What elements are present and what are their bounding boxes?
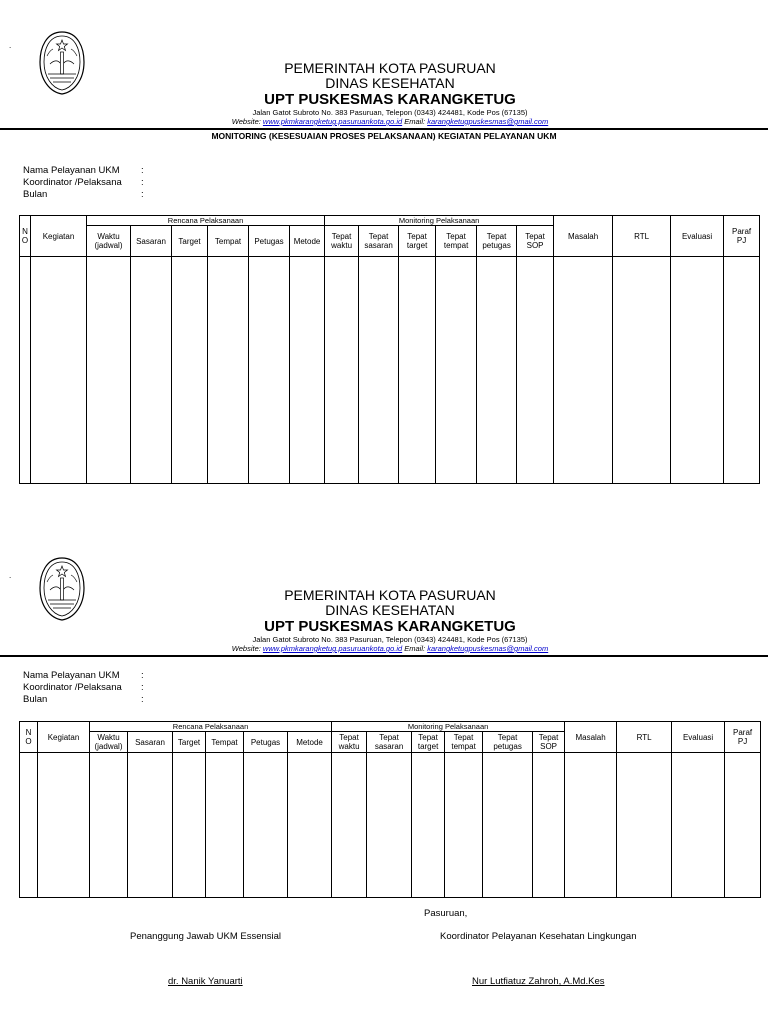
header-address: Jalan Gatot Subroto No. 383 Pasuruan, Telepon (0343) 424481, Kode Pos (67135)	[252, 635, 528, 644]
email-link[interactable]: karangketugpuskesmas@gmail.com	[427, 117, 549, 126]
col-tepat-target: Tepat target	[399, 226, 436, 257]
signature-right-name: Nur Lutfiatuz Zahroh, A.Md.Kes	[472, 976, 605, 987]
col-tepat-petugas: Tepat petugas	[483, 732, 533, 753]
email-label: Email:	[404, 644, 426, 653]
monitoring-group-header: Monitoring Pelaksanaan	[325, 216, 554, 226]
email-link[interactable]: karangketugpuskesmas@gmail.com	[427, 644, 549, 653]
signature-left-name: dr. Nanik Yanuarti	[168, 976, 243, 987]
col-target: Target	[173, 732, 206, 753]
col-kegiatan: Kegiatan	[31, 216, 87, 257]
header-line-1: PEMERINTAH KOTA PASURUAN	[284, 587, 496, 603]
email-label: Email:	[404, 117, 426, 126]
colon: :	[141, 694, 144, 705]
col-tepat-target: Tepat target	[412, 732, 445, 753]
header-line-1: PEMERINTAH KOTA PASURUAN	[284, 60, 496, 76]
nama-label: Nama Pelayanan UKM	[23, 670, 120, 681]
stray-dot: .	[9, 571, 12, 580]
letterhead	[100, 588, 680, 653]
col-masalah: Masalah	[554, 216, 613, 257]
col-tempat: Tempat	[208, 226, 249, 257]
bulan-label: Bulan	[23, 694, 48, 705]
table-body-row	[20, 257, 760, 484]
col-masalah: Masalah	[565, 722, 617, 753]
col-kegiatan: Kegiatan	[38, 722, 90, 753]
col-tepat-sop: Tepat SOP	[533, 732, 565, 753]
monitoring-table	[19, 215, 760, 484]
col-target: Target	[172, 226, 208, 257]
website-link[interactable]: www.pkmkarangketug.pasuruankota.go.id	[262, 644, 403, 653]
koordinator-label: Koordinator /Pelaksana	[23, 177, 122, 188]
col-evaluasi: Evaluasi	[671, 216, 724, 257]
col-paraf: Paraf PJ	[724, 216, 760, 257]
website-link[interactable]: www.pkmkarangketug.pasuruankota.go.id	[262, 117, 403, 126]
col-evaluasi: Evaluasi	[672, 722, 725, 753]
col-rtl: RTL	[617, 722, 672, 753]
info-block	[23, 670, 151, 706]
header-line-2: DINAS KESEHATAN	[325, 75, 455, 91]
col-paraf: Paraf PJ	[725, 722, 761, 753]
bulan-label: Bulan	[23, 189, 48, 200]
header-line-3: UPT PUSKESMAS KARANGKETUG	[264, 91, 516, 108]
city-emblem-logo	[38, 556, 86, 622]
table-body-row	[20, 753, 761, 898]
koordinator-label: Koordinator /Pelaksana	[23, 682, 122, 693]
city-emblem-logo	[38, 30, 86, 96]
monitoring-group-header: Monitoring Pelaksanaan	[332, 722, 565, 732]
col-tepat-petugas: Tepat petugas	[477, 226, 517, 257]
col-tepat-tempat: Tepat tempat	[436, 226, 477, 257]
col-rtl: RTL	[613, 216, 671, 257]
col-tepat-sasaran: Tepat sasaran	[367, 732, 412, 753]
monitoring-table	[19, 721, 761, 898]
col-tepat-sasaran: Tepat sasaran	[359, 226, 399, 257]
header-rule	[0, 655, 768, 657]
rencana-group-header: Rencana Pelaksanaan	[90, 722, 332, 732]
col-sasaran: Sasaran	[128, 732, 173, 753]
col-no: N O	[20, 722, 38, 753]
colon: :	[141, 189, 144, 200]
header-address: Jalan Gatot Subroto No. 383 Pasuruan, Telepon (0343) 424481, Kode Pos (67135)	[252, 108, 528, 117]
col-tepat-tempat: Tepat tempat	[445, 732, 483, 753]
signature-place: Pasuruan,	[424, 908, 468, 919]
colon: :	[141, 682, 144, 693]
col-petugas: Petugas	[249, 226, 290, 257]
stray-dot: .	[9, 41, 12, 50]
colon: :	[141, 177, 144, 188]
header-line-2: DINAS KESEHATAN	[325, 602, 455, 618]
col-metode: Metode	[290, 226, 325, 257]
col-metode: Metode	[288, 732, 332, 753]
info-block	[23, 165, 151, 201]
form-title: MONITORING (KESESUAIAN PROSES PELAKSANAAN) KEGIATAN PELAYANAN UKM	[211, 131, 557, 141]
col-petugas: Petugas	[244, 732, 288, 753]
website-label: Website:	[231, 117, 261, 126]
col-tempat: Tempat	[206, 732, 244, 753]
header-web-line	[100, 117, 680, 126]
colon: :	[141, 670, 144, 681]
colon: :	[141, 165, 144, 176]
rencana-group-header: Rencana Pelaksanaan	[87, 216, 325, 226]
header-rule	[0, 128, 768, 130]
header-line-3: UPT PUSKESMAS KARANGKETUG	[264, 618, 516, 635]
col-tepat-sop: Tepat SOP	[517, 226, 554, 257]
letterhead	[100, 61, 680, 126]
header-web-line	[100, 644, 680, 653]
col-tepat-waktu: Tepat waktu	[332, 732, 367, 753]
website-label: Website:	[231, 644, 261, 653]
signature-left-title: Penanggung Jawab UKM Essensial	[130, 931, 282, 942]
signature-right-title: Koordinator Pelayanan Kesehatan Lingkungan	[440, 931, 637, 942]
col-waktu: Waktu (jadwal)	[90, 732, 128, 753]
col-no: N O	[20, 216, 31, 257]
nama-label: Nama Pelayanan UKM	[23, 165, 120, 176]
col-sasaran: Sasaran	[131, 226, 172, 257]
col-tepat-waktu: Tepat waktu	[325, 226, 359, 257]
col-waktu: Waktu (jadwal)	[87, 226, 131, 257]
